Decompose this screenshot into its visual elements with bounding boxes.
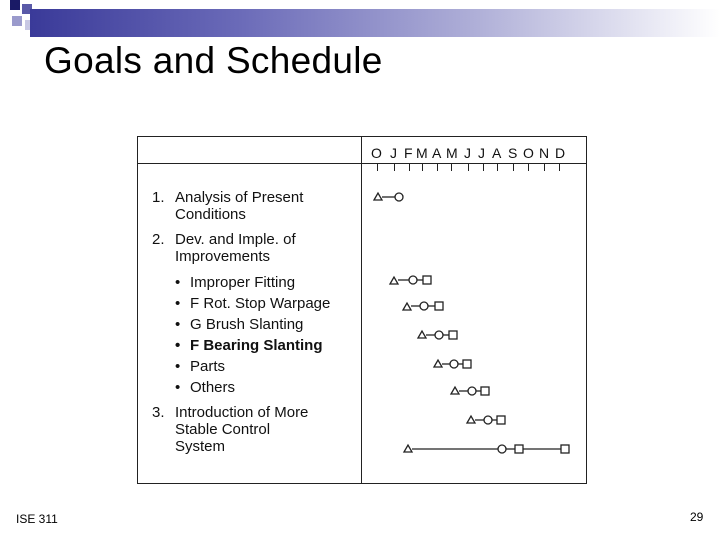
timeline-markers (137, 136, 587, 484)
timeline-row-bearing-slanting (434, 360, 471, 368)
month-label: N (539, 145, 550, 161)
square-marker (449, 331, 457, 339)
timeline-row-rot-stop-warpage (403, 302, 443, 310)
timeline-row-analysis (374, 193, 403, 201)
month-label: M (446, 145, 458, 161)
month-label: J (390, 145, 397, 161)
month-label: A (432, 145, 442, 161)
sub-item-label: F Bearing Slanting (190, 337, 323, 354)
start-triangle-marker (390, 277, 398, 284)
header-gradient-bar (30, 9, 720, 37)
month-label: M (416, 145, 428, 161)
circle-marker (498, 445, 506, 453)
start-triangle-marker (374, 193, 382, 200)
sub-item-bullet: • (175, 274, 181, 291)
month-label: A (492, 145, 502, 161)
month-label: J (464, 145, 471, 161)
circle-marker (420, 302, 428, 310)
item-label-line: Stable Control (175, 421, 271, 438)
month-label: S (508, 145, 518, 161)
sub-item-label: F Rot. Stop Warpage (190, 295, 331, 312)
square-marker (435, 302, 443, 310)
timeline-row-improper-fitting (390, 276, 431, 284)
circle-marker (468, 387, 476, 395)
corner-square-dark (10, 0, 20, 10)
square-marker (481, 387, 489, 395)
item-label-line: Introduction of More (175, 404, 309, 421)
circle-marker (409, 276, 417, 284)
start-triangle-marker (434, 360, 442, 367)
month-label: F (404, 145, 413, 161)
timeline-row-introduction (404, 445, 569, 453)
item-label-line: Conditions (175, 206, 246, 223)
start-triangle-marker (403, 303, 411, 310)
start-triangle-marker (418, 331, 426, 338)
item-label-line: System (175, 438, 226, 455)
circle-marker (484, 416, 492, 424)
sub-item-label: Parts (190, 358, 226, 375)
month-label: O (523, 145, 534, 161)
month-label: J (478, 145, 485, 161)
item-number: 3. (152, 404, 165, 421)
timeline-row-brush-slanting (418, 331, 457, 339)
item-number: 1. (152, 189, 165, 206)
square-marker (463, 360, 471, 368)
sub-item-bullet: • (175, 379, 181, 396)
month-label: D (555, 145, 566, 161)
month-label: O (371, 145, 382, 161)
sub-item-label: G Brush Slanting (190, 316, 304, 333)
circle-marker (435, 331, 443, 339)
start-triangle-marker (451, 387, 459, 394)
slide-title: Goals and Schedule (44, 40, 383, 81)
page-number: 29 (690, 510, 704, 524)
end-circle-marker (395, 193, 403, 201)
sub-item-bullet: • (175, 337, 181, 354)
item-label-line: Dev. and Imple. of (175, 231, 296, 248)
sub-item-bullet: • (175, 358, 181, 375)
item-number: 2. (152, 231, 165, 248)
schedule-chart (137, 136, 587, 484)
sub-item-label: Others (190, 379, 236, 396)
item-label-line: Analysis of Present (175, 189, 304, 206)
corner-square-light (12, 16, 22, 26)
square-marker (515, 445, 523, 453)
start-triangle-marker (467, 416, 475, 423)
sub-item-bullet: • (175, 316, 181, 333)
square-marker (423, 276, 431, 284)
circle-marker (450, 360, 458, 368)
start-triangle-marker (404, 445, 412, 452)
timeline-row-others (467, 416, 505, 424)
square-marker (497, 416, 505, 424)
square-marker (561, 445, 569, 453)
timeline-row-parts (451, 387, 489, 395)
item-label-line: Improvements (175, 248, 271, 265)
course-footer: ISE 311 (16, 512, 58, 526)
sub-item-bullet: • (175, 295, 181, 312)
sub-item-label: Improper Fitting (190, 274, 296, 291)
